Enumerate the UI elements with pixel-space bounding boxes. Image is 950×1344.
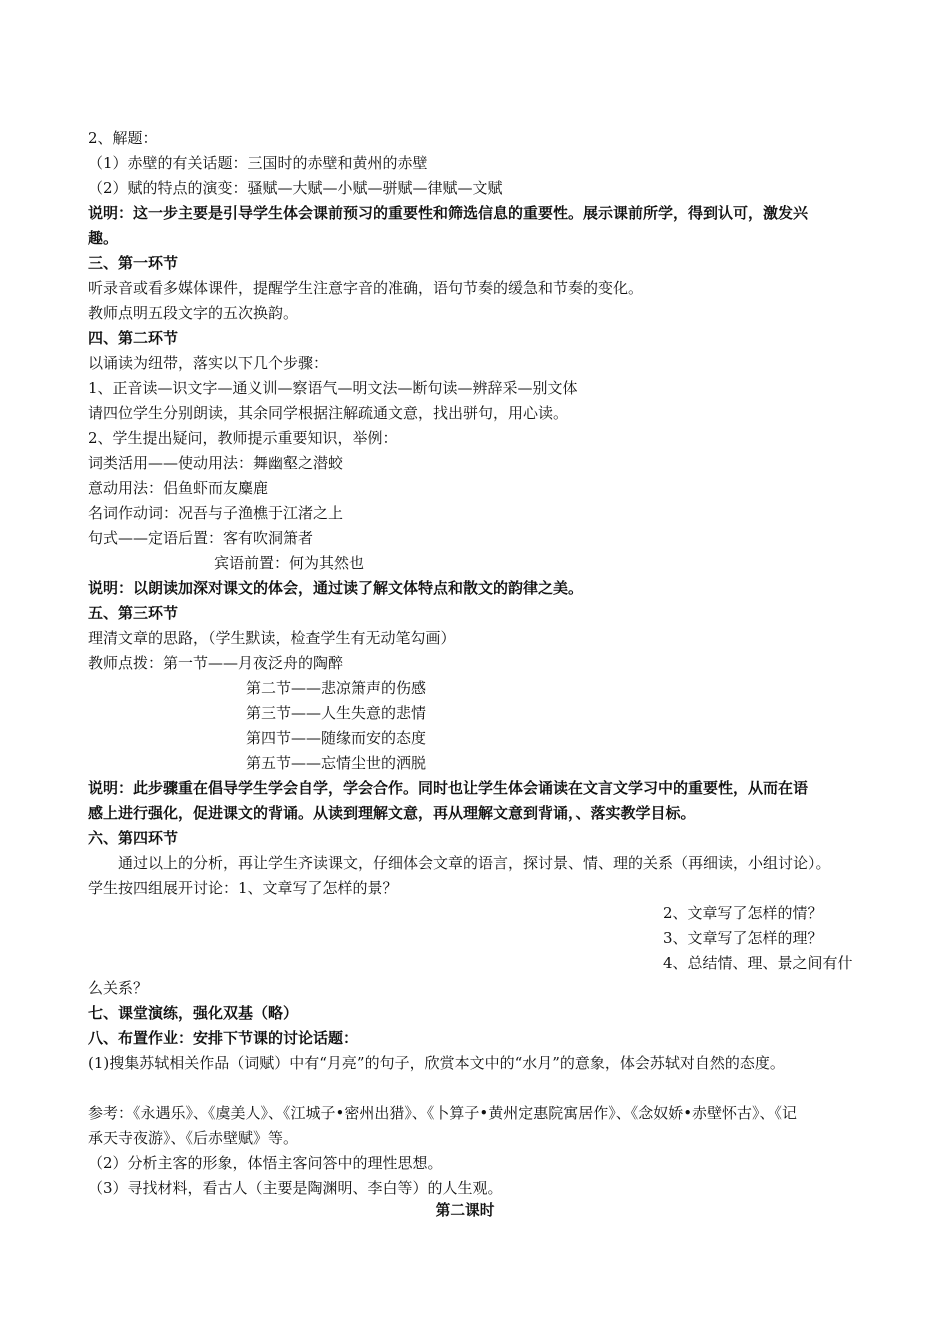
text-line: 么关系？: [88, 979, 149, 997]
section-heading: 八、布置作业：安排下节课的讨论话题：: [88, 1029, 359, 1047]
text-line: 第二节——悲凉箫声的伤感: [246, 679, 427, 697]
text-line: 承天寺夜游》、《后赤壁赋》等。: [88, 1129, 299, 1147]
note-line: 说明：以朗读加深对课文的体会，通过读了解文体特点和散文的韵律之美。: [88, 579, 584, 597]
text-line: 词类活用——使动用法：舞幽壑之潜蛟: [88, 454, 344, 472]
text-line: 第五节——忘情尘世的洒脱: [246, 754, 427, 772]
section-heading: 三、第一环节: [88, 254, 179, 272]
text-line: （2）赋的特点的演变：骚赋—大赋—小赋—骈赋—律赋—文赋: [88, 179, 503, 197]
section-heading: 四、第二环节: [88, 329, 179, 347]
text-line: （1）赤壁的有关话题：三国时的赤壁和黄州的赤壁: [88, 154, 428, 172]
text-line: 4、总结情、理、景之间有什: [663, 954, 853, 972]
text-line: (1)搜集苏轼相关作品（词赋）中有“月亮”的句子，欣赏本文中的“水月”的意象，体会苏轼对自然的态度。: [88, 1054, 785, 1072]
text-line: 以诵读为纽带，落实以下几个步骤：: [88, 354, 329, 372]
text-line: 学生按四组展开讨论：1、文章写了怎样的景？: [88, 879, 398, 897]
text-line: 句式——定语后置：客有吹洞箫者: [88, 529, 314, 547]
text-line: 第四节——随缘而安的态度: [246, 729, 427, 747]
text-line: 通过以上的分析，再让学生齐读课文，仔细体会文章的语言，探讨景、情、理的关系（再细读，小组讨论）。: [118, 854, 831, 872]
text-line: 2、文章写了怎样的情？: [663, 904, 823, 922]
text-line: 第三节——人生失意的悲情: [246, 704, 427, 722]
note-line: 说明：此步骤重在倡导学生学会自学，学会合作。同时也让学生体会诵读在文言文学习中的重要性，从而在语: [88, 779, 809, 797]
note-line: 感上进行强化，促进课文的背诵。从读到理解文意，再从理解文意到背诵，、落实教学目标。: [88, 804, 696, 822]
section-heading: 六、第四环节: [88, 829, 179, 847]
text-line: （2）分析主客的形象，体悟主客问答中的理性思想。: [88, 1154, 443, 1172]
text-line: 听录音或看多媒体课件，提醒学生注意字音的准确，语句节奏的缓急和节奏的变化。: [88, 279, 644, 297]
text-line: 理清文章的思路，（学生默读，检查学生有无动笔勾画）: [88, 629, 456, 647]
lesson-title: 第二课时: [435, 1201, 495, 1219]
note-line: 趣。: [88, 229, 119, 247]
text-line: 3、文章写了怎样的理？: [663, 929, 823, 947]
text-line: 教师点明五段文字的五次换韵。: [88, 304, 299, 322]
section-heading: 五、第三环节: [88, 604, 179, 622]
text-line: 宾语前置：何为其然也: [214, 554, 365, 572]
text-line: 2、学生提出疑问，教师提示重要知识，举例：: [88, 429, 398, 447]
text-line: 2、解题：: [88, 129, 158, 147]
text-line: 名词作动词：况吾与子渔樵于江渚之上: [88, 504, 344, 522]
text-line: 请四位学生分别朗读，其余同学根据注解疏通文意，找出骈句，用心读。: [88, 404, 569, 422]
text-line: （3）寻找材料，看古人（主要是陶渊明、李白等）的人生观。: [88, 1179, 503, 1197]
text-line: 教师点拨：第一节——月夜泛舟的陶醉: [88, 654, 344, 672]
text-line: 意动用法：侣鱼虾而友麋鹿: [88, 479, 269, 497]
section-heading: 七、课堂演练，强化双基（略）: [88, 1004, 299, 1022]
note-line: 说明：这一步主要是引导学生体会课前预习的重要性和筛选信息的重要性。展示课前所学，得到认可，激发兴: [88, 204, 809, 222]
text-line: 1、正音读—识文字—通义训—察语气—明文法—断句读—辨辞采—别文体: [88, 379, 578, 397]
text-line: 参考：《永遇乐》、《虞美人》、《江城子•密州出猎》、《卜算子•黄州定惠院寓居作》、《念奴娇•赤壁怀古》、《记: [88, 1104, 798, 1122]
